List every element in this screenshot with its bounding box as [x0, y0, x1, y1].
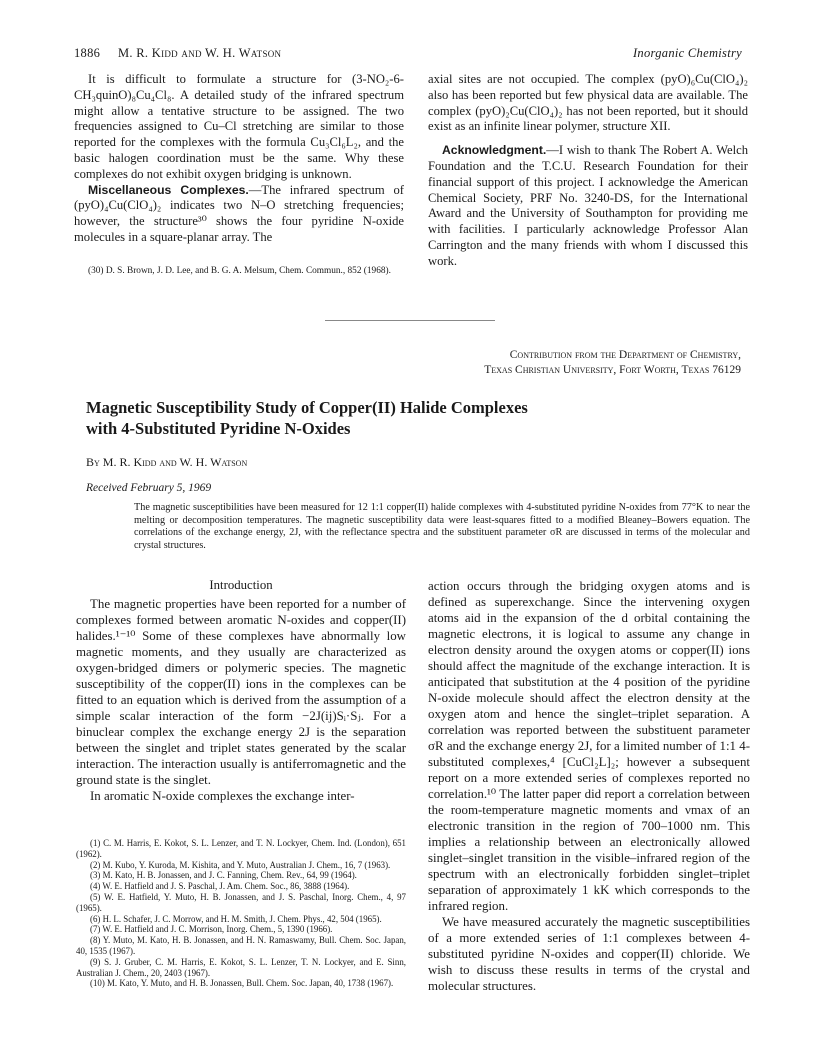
title-line-2: with 4-Substituted Pyridine N-Oxides: [86, 419, 351, 438]
misc-text: —The infrared spectrum of (pyO)₄Cu(ClO₄)₂ indicates two N–O stretching frequencies; however, the structure³⁰ shows the four pyridine N-oxide molecules in a square-planar array. The: [74, 182, 404, 244]
intro-paragraph-2: In aromatic N-oxide complexes the exchange inter-: [90, 789, 355, 803]
prev-right-column: [428, 72, 748, 270]
footnote-item: (30) D. S. Brown, J. D. Lee, and B. G. A. Melsum, Chem. Commun., 852 (1968).: [88, 266, 391, 276]
footnote-item: (4) W. E. Hatfield and J. S. Paschal, J. Am. Chem. Soc., 86, 3888 (1964).: [90, 881, 350, 892]
title-line-1: Magnetic Susceptibility Study of Copper(II) Halide Complexes: [86, 398, 528, 417]
footnote-item: (8) Y. Muto, M. Kato, H. B. Jonassen, and H. N. Ramaswamy, Bull. Chem. Soc. Japan, 40, 1535 (1967).: [76, 935, 406, 956]
intro-right-column: [428, 578, 750, 994]
intro-paragraph-1: The magnetic properties have been reported for a number of complexes formed between aromatic N-oxides and copper(II) halides.¹⁻¹⁰ Some of these complexes have abnormally low magnetic moments, and they usually are characterized as oxygen-bridged dimers or polymeric species. The magnetic susceptibility of the copper(II) ions in the complexes can be fitted to an equation which is derived from the assumption of a simple scalar interaction of the form −2J(ij)Sᵢ·Sⱼ. For a binuclear complex the exchange energy 2J is the separation between the singlet and triplet states generated by the scalar interaction. The interaction usually is antiferromagnetic and the ground state is the singlet.: [76, 597, 406, 787]
footnote-item: (3) M. Kato, H. B. Jonassen, and J. C. Fanning, Chem. Rev., 64, 99 (1964).: [90, 870, 357, 881]
byline: By M. R. Kidd and W. H. Watson: [86, 455, 248, 469]
prev-paragraph: It is difficult to formulate a structure for (3-NO₂-6-CH₃quinO)₈Cu₄Cl₈. A detailed study of the infrared spectrum might allow a tentative structure to be assigned. The two frequencies assigned to Cu–Cl stretching are similar to those reported for the complexes with the formula Cu₃Cl₆L₂, and the basic halogen coordination must be the same. Why these complexes do not exhibit oxygen bridging is unknown.: [74, 72, 404, 181]
intro-heading: Introduction: [209, 578, 273, 592]
footnote-item: (9) S. J. Gruber, C. M. Harris, E. Kokot, S. L. Lenzer, T. N. Lockyer, and E. Sinn, Australian J. Chem., 20, 2403 (1967).: [76, 956, 406, 978]
footnote-30: [74, 266, 404, 277]
footnote-item: (10) M. Kato, Y. Muto, and H. B. Jonassen, Bull. Chem. Soc. Japan, 40, 1738 (1967).: [90, 978, 394, 989]
contribution-block: [484, 348, 741, 378]
article-separator: [325, 320, 495, 321]
ack-heading: Acknowledgment.: [442, 143, 547, 158]
prev-right-paragraph: axial sites are not occupied. The complex (pyO)₆Cu(ClO₄)₂ also has been reported but few physical data are available. The complex (pyO)₂Cu(ClO₄)₂ has not been reported, but it should exist as an infinite linear polymer, structure XII.: [428, 72, 748, 134]
footnote-item: (5) W. E. Hatfield, Y. Muto, H. B. Jonassen, and J. S. Paschal, Inorg. Chem., 4, 97 (1965).: [76, 891, 406, 913]
prev-left-column: [74, 72, 404, 246]
intro-right-paragraph-2: We have measured accurately the magnetic susceptibilities of a more extended series of 1:1 complexes between 4-substituted pyridine N-oxides and copper(II) chloride. We wish to discuss these results in terms of the crystal and molecular structures.: [428, 915, 750, 993]
contribution-line-1: Contribution from the Department of Chemistry,: [509, 349, 741, 361]
misc-paragraph: [74, 183, 404, 246]
misc-heading: Miscellaneous Complexes.: [88, 182, 249, 197]
running-authors: M. R. Kidd and W. H. Watson: [118, 46, 282, 60]
abstract: The magnetic susceptibilities have been measured for 12 1:1 copper(II) halide complexes with 4-substituted pyridine N-oxides from 77°K to near the melting or decomposition temperatures. The magnetic susceptibility data were least-squares fitted to a modified Bleaney–Bowers equation. The correlations of the exchange energy, 2J, with the reflectance spectra and the substituent parameter σR are discussed in terms of the molecular and crystal structures.: [134, 502, 750, 551]
footnote-item: (2) M. Kubo, Y. Kuroda, M. Kishita, and Y. Muto, Australian J. Chem., 16, 7 (1963).: [90, 859, 391, 870]
page-number: 1886: [74, 46, 101, 60]
received-date: Received February 5, 1969: [86, 482, 212, 494]
article-title: [86, 397, 528, 439]
footnote-item: (1) C. M. Harris, E. Kokot, S. L. Lenzer, and T. N. Lockyer, Chem. Ind. (London), 651 (1962).: [76, 838, 406, 859]
journal-name: Inorganic Chemistry: [632, 46, 742, 60]
footnote-item: (6) H. L. Schafer, J. C. Morrow, and H. M. Smith, J. Chem. Phys., 42, 504 (1965).: [90, 913, 382, 924]
ack-paragraph: [428, 143, 748, 269]
footnote-item: (7) W. E. Hatfield and J. C. Morrison, Inorg. Chem., 5, 1390 (1966).: [90, 924, 333, 935]
intro-left-column: [76, 596, 406, 804]
intro-right-paragraph-1: action occurs through the bridging oxygen atoms and is defined as superexchange. Since the intervening oxygen atoms aid in the expansion of the d orbital containing the magnetic electrons, it is logical to assume any change in electron density around the oxygen atoms or copper(II) ions should affect the magnitude of the exchange interaction. It is anticipated that substitution at the 4 position of the pyridine N-oxide molecule should affect the electron density at the oxygen atom and hence the singlet–triplet separation. A correlation was reported between the substituent parameter σR and the exchange energy 2J, for a limited number of 1:1 4-substituted complexes,⁴ [CuCl₂L]₂; however a subsequent report on a more extended series of complexes reported no correlation.¹⁰ The latter paper did report a correlation between the room-temperature magnetic moments and νmax of an electronic transition in the region of 700–1000 nm. This implies a relationship between an electronically allowed singlet–singlet transition in the visible–infrared region of the spectrum with an electronically forbidden singlet–triplet separation of approximately 1 kK which corresponds to the infrared region.: [428, 579, 750, 913]
ack-text: —I wish to thank The Robert A. Welch Foundation and the T.C.U. Research Foundation for their financial support of this project. I acknowledge the American Chemical Society, PRF No. 3240-DS, for the International Award and the University of Southampton for providing me with facilities. I particularly acknowledge Professor Alan Carrington and the many friends with whom I discussed this work.: [428, 143, 748, 268]
footnotes: [76, 838, 406, 989]
contribution-line-2: Texas Christian University, Fort Worth, Texas 76129: [484, 364, 741, 376]
